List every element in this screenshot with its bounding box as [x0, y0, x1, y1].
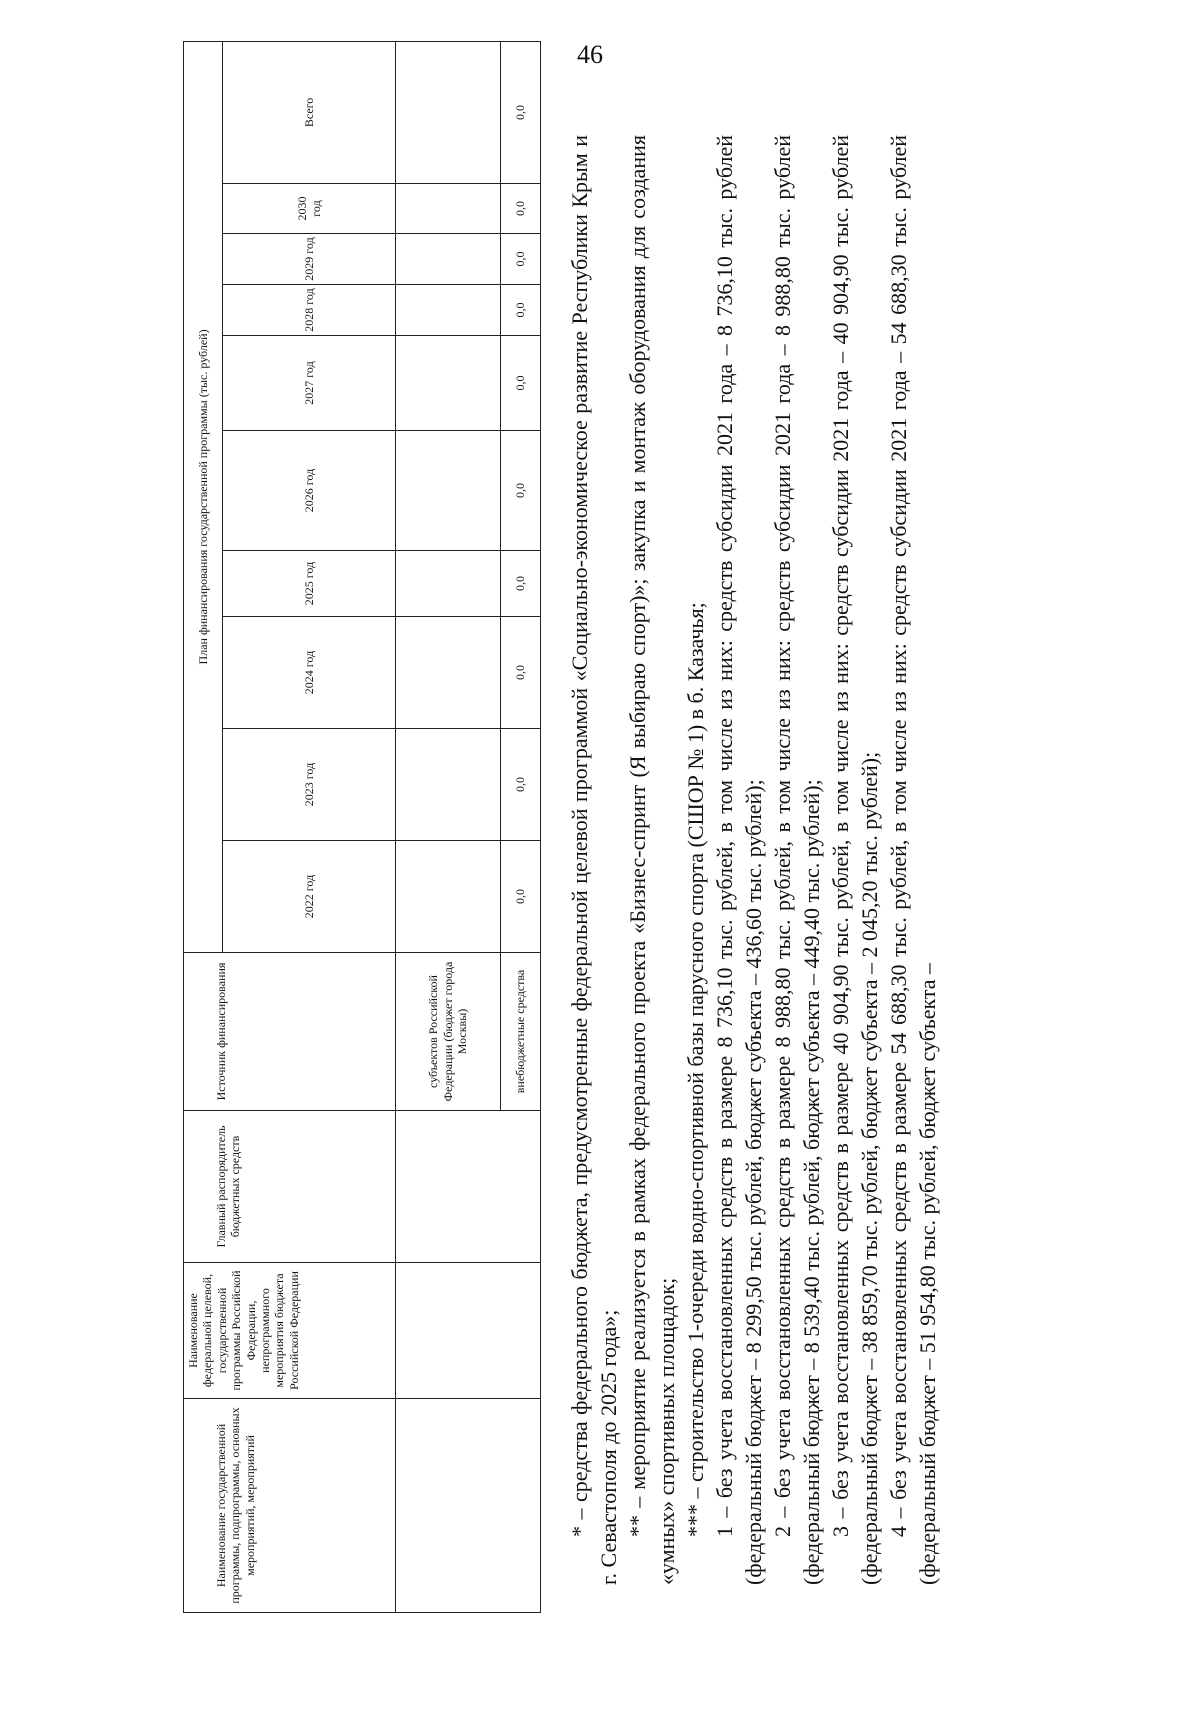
header-year-2025: 2025 год [223, 551, 396, 617]
cell-total [395, 41, 500, 183]
footnote-2: 2 – без учета восстановленных средств в размере 8 988,80 тыс. рублей, в том числе из них: средств субсидии 2021 года – 8 988,80 тыс. рублей (федеральный бюджет – 8 539,40 тыс. рублей, бюджет субъекта – 449,40 тыс. рублей); [770, 135, 824, 1585]
cell-value: 0,0 [500, 431, 540, 551]
cell-value [395, 336, 500, 431]
header-year-2027: 2027 год [223, 336, 396, 431]
footnote-1: 1 – без учета восстановленных средств в размере 8 736,10 тыс. рублей, в том числе из них: средств субсидии 2021 года – 8 736,10 тыс. рублей (федеральный бюджет – 8 299,50 тыс. рублей, бюджет субъекта – 436,60 тыс. рублей); [712, 135, 766, 1585]
cell-federal-program-empty [395, 1263, 540, 1399]
cell-value [395, 551, 500, 617]
header-total: Всего [223, 41, 396, 183]
cell-value: 0,0 [500, 285, 540, 336]
header-year-2026: 2026 год [223, 431, 396, 551]
header-year-2024: 2024 год [223, 617, 396, 729]
cell-value: 0,0 [500, 841, 540, 953]
page-number: 46 [577, 40, 603, 69]
header-year-2022: 2022 год [223, 841, 396, 953]
cell-value: 0,0 [500, 729, 540, 841]
cell-value: 0,0 [500, 551, 540, 617]
header-program-name: Наименование государственной программы, подпрограммы, основных мероприятий, мероприятий [184, 1399, 396, 1613]
cell-program-name-empty [395, 1399, 540, 1613]
header-year-2028: 2028 год [223, 285, 396, 336]
cell-budget-manager-empty [395, 1111, 540, 1263]
cell-value [395, 285, 500, 336]
footnote-sailing-base: *** – строительство 1-очереди водно-спортивной базы парусного спорта (СШОР № 1) в б. Казачья; [683, 602, 708, 1537]
cell-value: 0,0 [500, 184, 540, 234]
cell-value [395, 841, 500, 953]
header-year-2030: 2030 год [223, 184, 396, 234]
financing-plan-table [183, 41, 541, 1613]
footnote-3: 3 – без учета восстановленных средств в размере 40 904,90 тыс. рублей, в том числе из них: средств субсидии 2021 года – 40 904,90 тыс. рублей (федеральный бюджет – 38 859,70 тыс. рублей, бюджет субъекта – 2 045,20 тыс. рублей); [828, 135, 882, 1585]
header-federal-program-name: Наименование федеральной целевой, государственной программы Российской Федерации, непрограммного мероприятия бюджета Российской Федерации [184, 1263, 396, 1399]
cell-value: 0,0 [500, 234, 540, 285]
cell-value: 0,0 [500, 336, 540, 431]
cell-source-regional: субъектов Российской Федерации (бюджет города Москвы) [395, 953, 500, 1111]
footnote-business-sprint: ** – мероприятие реализуется в рамках федерального проекта «Бизнес-спринт (Я выбираю спорт)»; закупка и монтаж оборудования для создания «умных» спортивных площадок; [625, 135, 679, 1585]
footnote-4: 4 – без учета восстановленных средств в размере 54 688,30 тыс. рублей, в том числе из них: средств субсидии 2021 года – 54 688,30 тыс. рублей (федеральный бюджет – 51 954,80 тыс. рублей, бюджет субъекта – [886, 135, 940, 1585]
header-year-2023: 2023 год [223, 729, 396, 841]
footnote-federal-budget: * – средства федерального бюджета, предусмотренные федеральной целевой программой «Социально-экономическое развитие Республики Крым и г. Севастополя до 2025 года»; [567, 135, 621, 1585]
header-funding-source: Источник финансирования [184, 953, 396, 1111]
footnotes [565, 135, 942, 1585]
header-budget-manager: Главный распорядитель бюджетных средств [184, 1111, 396, 1263]
header-plan-title: План финансирования государственной программы (тыс. рублей) [184, 41, 223, 952]
table-row [395, 41, 500, 1612]
cell-value [395, 729, 500, 841]
cell-value: 0,0 [500, 617, 540, 729]
cell-value [395, 234, 500, 285]
cell-value [395, 617, 500, 729]
cell-total: 0,0 [500, 41, 540, 183]
cell-value [395, 184, 500, 234]
cell-source-extrabudgetary: внебюджетные средства [500, 953, 540, 1111]
header-year-2029: 2029 год [223, 234, 396, 285]
cell-value [395, 431, 500, 551]
